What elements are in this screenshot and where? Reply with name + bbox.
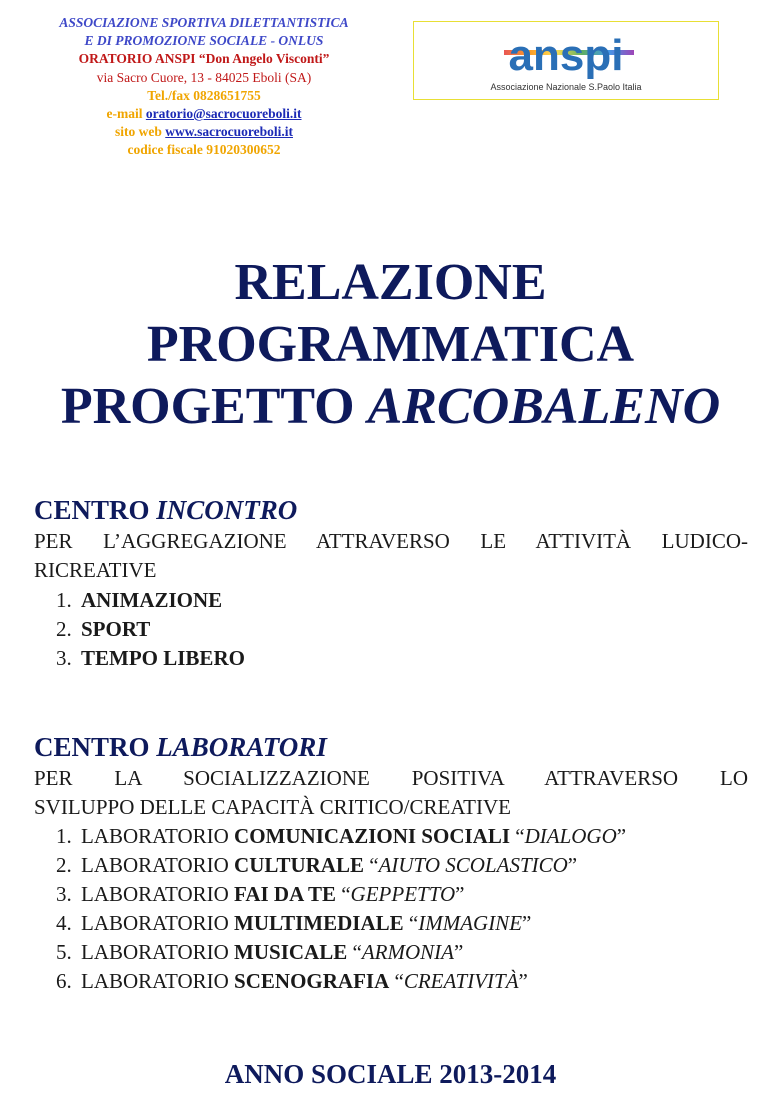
list-item-prefix: LABORATORIO [81,853,235,877]
list-item-close-quote: ” [522,911,532,935]
list-item-open-quote: “ [403,911,419,935]
list-item-number: 1. [56,824,72,848]
list-item-name: CULTURALE [234,853,364,877]
list-item-close-quote: ” [453,940,464,964]
section-laboratori-heading-plain: CENTRO [34,732,157,762]
list-item-close-quote: ” [567,853,578,877]
section-incontro-list [56,586,245,673]
anspi-logo-graphic [414,22,720,101]
section-incontro-desc-line-2: RICREATIVE [34,558,157,582]
list-item-name: SCENOGRAFIA [234,969,390,993]
list-item-nickname: DIALOGO [524,824,617,848]
list-item [56,586,245,615]
list-item-name: MULTIMEDIALE [234,911,404,935]
anspi-logo [413,21,719,100]
web-link[interactable]: www.sacrocuoreboli.it [165,124,293,140]
list-item-label: ANIMAZIONE [81,588,223,612]
association-line-2: E DI PROMOZIONE SOCIALE - ONLUS [84,33,324,49]
title-line-3-plain: PROGETTO [60,378,368,435]
logo-wordmark: anspi [508,31,624,80]
list-item [56,615,245,644]
web-label: sito web [115,124,162,140]
list-item-open-quote: “ [363,853,379,877]
title-line-3 [0,376,781,438]
web-row [10,123,398,141]
title-line-1: RELAZIONE [234,254,547,311]
list-item-label: SPORT [81,617,151,641]
list-item-number: 4. [56,911,72,935]
list-item-open-quote: “ [335,882,351,906]
list-item-nickname: ARMONIA [361,940,454,964]
list-item-label: TEMPO LIBERO [81,646,245,670]
list-item-close-quote: ” [616,824,627,848]
email-row [10,105,398,123]
social-year: ANNO SOCIALE 2013-2014 [224,1059,557,1089]
title-line-2: PROGRAMMATICA [146,316,635,373]
list-item-prefix: LABORATORIO [81,824,235,848]
email-link[interactable]: oratorio@sacrocuoreboli.it [145,106,302,122]
list-item-number: 5. [56,940,72,964]
list-item [56,851,626,880]
section-incontro-heading-italic: INCONTRO [156,495,298,525]
section-incontro-heading [34,494,297,526]
list-item-number: 1. [56,588,72,612]
list-item-nickname: GEPPETTO [350,882,456,906]
list-item-open-quote: “ [347,940,362,964]
list-item-prefix: LABORATORIO [81,940,235,964]
list-item [56,938,626,967]
list-item-nickname: AIUTO SCOLASTICO [378,853,568,877]
list-item-nickname: CREATIVITÀ [403,969,519,993]
list-item-close-quote: ” [518,969,528,993]
list-item-open-quote: “ [510,824,525,848]
list-item-number: 2. [56,617,72,641]
section-laboratori-heading-italic: LABORATORI [156,732,327,762]
association-line-1: ASSOCIAZIONE SPORTIVA DILETTANTISTICA [59,15,349,30]
section-incontro-heading-plain: CENTRO [34,495,157,525]
section-laboratori-desc-line-1: PER LA SOCIALIZZAZIONE POSITIVA ATTRAVERSO LO [34,766,748,790]
address: via Sacro Cuore, 13 - 84025 Eboli (SA) [96,69,312,85]
section-incontro-description [34,527,748,585]
list-item-prefix: LABORATORIO [81,969,235,993]
section-laboratori-desc-line-2: SVILUPPO DELLE CAPACITÀ CRITICO/CREATIVE [34,795,511,819]
list-item-number: 2. [56,853,72,877]
list-item-close-quote: ” [455,882,465,906]
logo-caption: Associazione Nazionale S.Paolo Italia [490,82,642,92]
list-item [56,822,626,851]
list-item-nickname: IMMAGINE [418,911,523,935]
list-item [56,909,626,938]
list-item-number: 3. [56,646,72,670]
list-item-prefix: LABORATORIO [81,911,235,935]
section-laboratori-description [34,764,748,822]
phone: Tel./fax 0828651755 [147,87,261,103]
list-item-number: 3. [56,882,72,906]
title-line-3-italic: ARCOBALENO [367,378,721,435]
list-item [56,967,626,996]
list-item-name: COMUNICAZIONI SOCIALI [234,824,510,848]
email-label: e-mail [106,106,143,122]
fiscal-code: codice fiscale 91020300652 [127,142,281,158]
list-item [56,880,626,909]
list-item-name: MUSICALE [234,940,348,964]
oratorio-name: ORATORIO ANSPI “Don Angelo Visconti” [78,51,330,67]
list-item-name: FAI DA TE [234,882,336,906]
section-incontro-desc-line-1: PER L’AGGREGAZIONE ATTRAVERSO LE ATTIVITÀ LUDICO- [34,529,748,553]
section-laboratori-list [56,822,626,996]
list-item-open-quote: “ [389,969,404,993]
list-item-prefix: LABORATORIO [81,882,235,906]
section-laboratori-heading [34,731,327,763]
list-item [56,644,245,673]
list-item-number: 6. [56,969,72,993]
letterhead [10,14,398,160]
